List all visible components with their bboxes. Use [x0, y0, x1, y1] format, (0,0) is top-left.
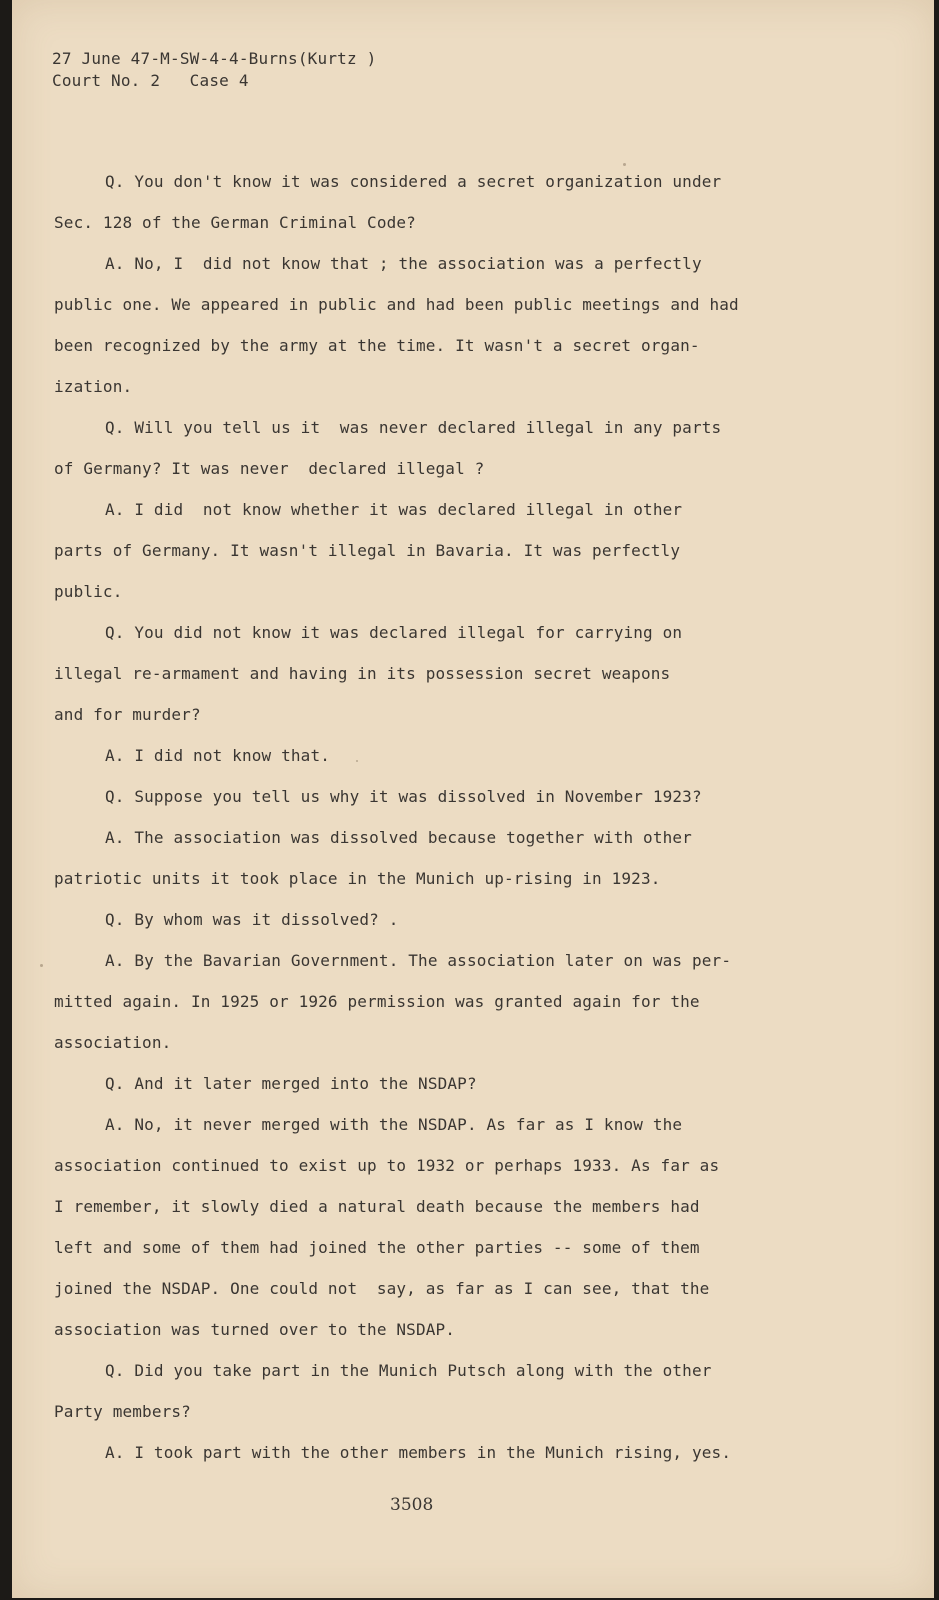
paper-speck	[356, 760, 358, 762]
body-line: parts of Germany. It wasn't illegal in Bavaria. It was perfectly	[54, 541, 681, 560]
page-number: 3508	[390, 1495, 434, 1515]
body-line: Q. Suppose you tell us why it was dissolved in November 1923?	[105, 787, 702, 806]
body-line: A. I did not know whether it was declared illegal in other	[105, 500, 683, 519]
paper-speck	[40, 964, 43, 967]
body-line: association.	[54, 1033, 172, 1052]
header-line-1: 27 June 47-M-SW-4-4-Burns(Kurtz )	[52, 49, 377, 68]
body-line: Sec. 128 of the German Criminal Code?	[54, 213, 416, 232]
body-line: public.	[54, 582, 123, 601]
body-line: illegal re-armament and having in its possession secret weapons	[54, 664, 671, 683]
body-line: association continued to exist up to 1932 or perhaps 1933. As far as	[54, 1156, 720, 1175]
body-line: of Germany? It was never declared illegal ?	[54, 459, 485, 478]
body-line: A. The association was dissolved because together with other	[105, 828, 692, 847]
body-line: been recognized by the army at the time. It wasn't a secret organ-	[54, 336, 700, 355]
body-line: A. I took part with the other members in the Munich rising, yes.	[105, 1443, 732, 1462]
body-line: Q. You did not know it was declared illegal for carrying on	[105, 623, 683, 642]
body-line: Q. By whom was it dissolved? .	[105, 910, 399, 929]
body-line: Party members?	[54, 1402, 191, 1421]
body-line: mitted again. In 1925 or 1926 permission was granted again for the	[54, 992, 700, 1011]
body-line: public one. We appeared in public and had been public meetings and had	[54, 295, 739, 314]
body-line: Q. And it later merged into the NSDAP?	[105, 1074, 477, 1093]
body-line: left and some of them had joined the other parties -- some of them	[54, 1238, 700, 1257]
body-line: joined the NSDAP. One could not say, as far as I can see, that the	[54, 1279, 710, 1298]
document-header	[52, 48, 376, 92]
body-line: A. By the Bavarian Government. The association later on was per-	[105, 951, 732, 970]
body-line: Q. Did you take part in the Munich Putsch along with the other	[105, 1361, 712, 1380]
body-line: A. No, I did not know that ; the association was a perfectly	[105, 254, 702, 273]
body-line: I remember, it slowly died a natural death because the members had	[54, 1197, 700, 1216]
body-line: association was turned over to the NSDAP.	[54, 1320, 456, 1339]
body-line: Q. You don't know it was considered a secret organization under	[105, 172, 722, 191]
header-line-2: Court No. 2 Case 4	[52, 71, 249, 90]
body-line: Q. Will you tell us it was never declared illegal in any parts	[105, 418, 722, 437]
paper-speck	[623, 163, 626, 166]
body-line: A. I did not know that.	[105, 746, 331, 765]
body-line: and for murder?	[54, 705, 201, 724]
document-page	[12, 0, 934, 1598]
body-line: ization.	[54, 377, 133, 396]
body-line: patriotic units it took place in the Munich up-rising in 1923.	[54, 869, 661, 888]
body-line: A. No, it never merged with the NSDAP. As far as I know the	[105, 1115, 683, 1134]
